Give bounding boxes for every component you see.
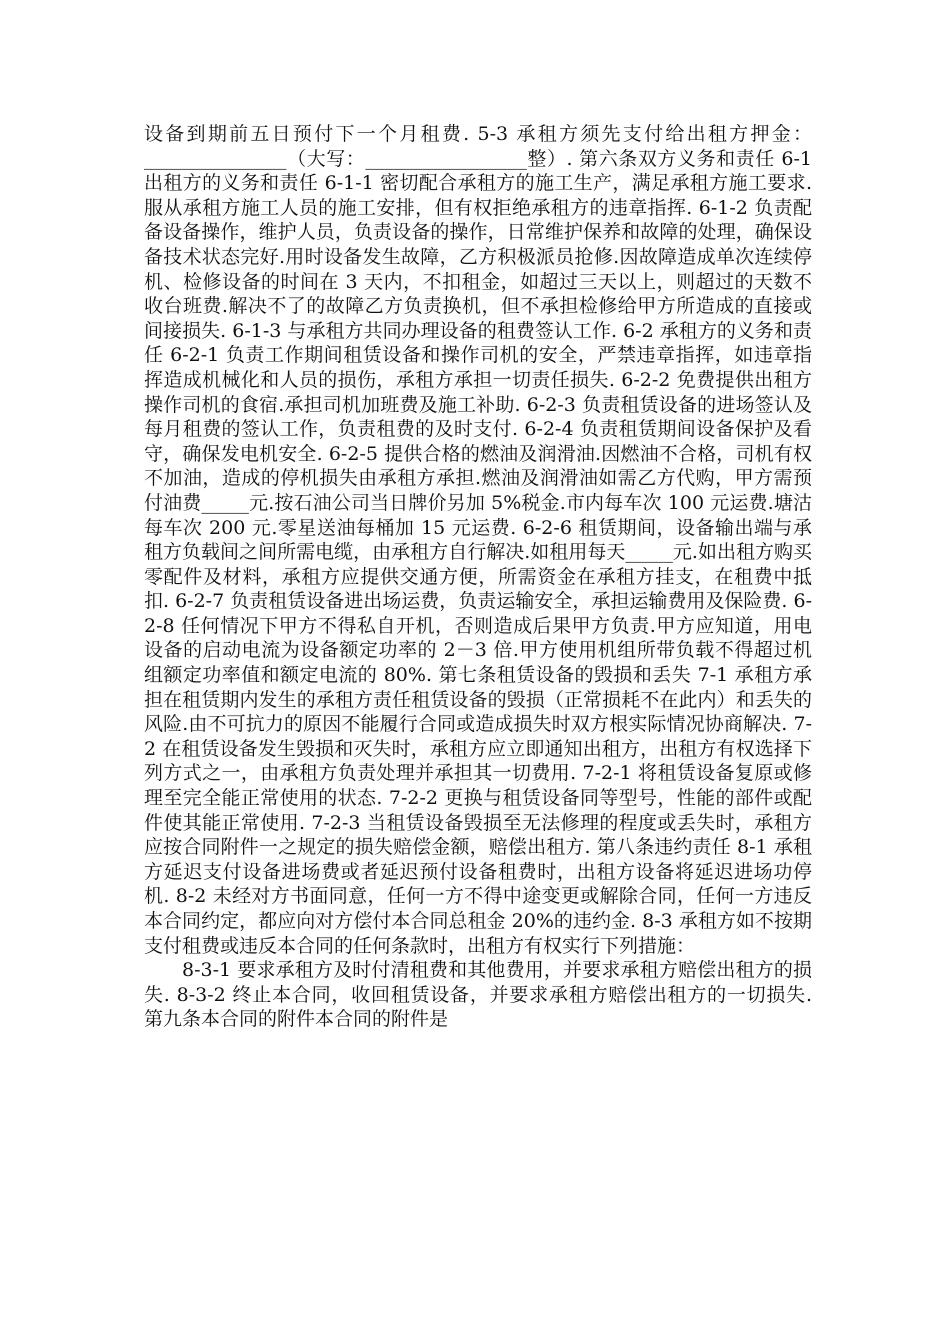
document-body <box>144 122 812 1032</box>
paragraph-remedies: 8-3-1 要求承租方及时付清租费和其他费用，并要求承租方赔偿出租方的损失. 8-3-2 终止本合同，收回租赁设备，并要求承租方赔偿出租方的一切损失. 第九条本合同的附件本合同的附件是 <box>144 959 812 1031</box>
paragraph-lease-obligations: 设备到期前五日预付下一个月租费. 5-3 承租方须先支付给出租方押金：_______________（大写：_________________整）. 第六条双方义务和责任 6-1 出租方的义务和责任 6-1-1 密切配合承租方的施工生产，满足承租方施工要求.服从承租方施工人员的施工安排，但有权拒绝承租方的违章指挥. 6-1-2 负责配备设备操作，维护人员，负责设备的操作，日常维护保养和故障的处理，确保设备技术状态完好.用时设备发生故障，乙方积极派员抢修.因故障造成单次连续停机、检修设备的时间在 3 天内，不扣租金，如超过三天以上，则超过的天数不收台班费.解决不了的故障乙方负责换机，但不承担检修给甲方所造成的直接或间接损失. 6-1-3 与承租方共同办理设备的租费签认工作. 6-2 承租方的义务和责任 6-2-1 负责工作期间租赁设备和操作司机的安全，严禁违章指挥，如违章指挥造成机械化和人员的损伤，承租方承担一切责任损失. 6-2-2 免费提供出租方操作司机的食宿.承担司机加班费及施工补助. 6-2-3 负责租赁设备的进场签认及每月租费的签认工作，负责租费的及时支付. 6-2-4 负责租赁期间设备保护及看守，确保发电机安全. 6-2-5 提供合格的燃油及润滑油.因燃油不合格，司机有权不加油，造成的停机损失由承租方承担.燃油及润滑油如需乙方代购，甲方需预付油费_____元.按石油公司当日牌价另加 5%税金.市内每车次 100 元运费.塘沽每车次 200 元.零星送油每桶加 15 元运费. 6-2-6 租赁期间，设备输出端与承租方负载间之间所需电缆，由承租方自行解决.如租用每天_____元.如出租方购买零配件及材料，承租方应提供交通方便，所需资金在承租方挂支，在租费中抵扣. 6-2-7 负责租赁设备进出场运费，负责运输安全，承担运输费用及保险费. 6-2-8 任何情况下甲方不得私自开机，否则造成后果甲方负责.甲方应知道，用电设备的启动电流为设备额定功率的 2－3 倍.甲方使用机组所带负载不得超过机组额定功率值和额定电流的 80%. 第七条租赁设备的毁损和丢失 7-1 承租方承担在租赁期内发生的承租方责任租赁设备的毁损（正常损耗不在此内）和丢失的风险.由不可抗力的原因不能履行合同或造成损失时双方根实际情况协商解决. 7-2 在租赁设备发生毁损和灭失时，承租方应立即通知出租方，出租方有权选择下列方式之一，由承租方负责处理并承担其一切费用. 7-2-1 将租赁设备复原或修理至完全能正常使用的状态. 7-2-2 更换与租赁设备同等型号，性能的部件或配件使其能正常使用. 7-2-3 当租赁设备毁损至无法修理的程度或丢失时，承租方应按合同附件一之规定的损失赔偿金额，赔偿出租方. 第八条违约责任 8-1 承租方延迟支付设备进场费或者延迟预付设备租费时，出租方设备将延迟进场功停机. 8-2 未经对方书面同意，任何一方不得中途变更或解除合同，任何一方违反本合同约定，都应向对方偿付本合同总租金 20%的违约金. 8-3 承租方如不按期支付租费或违反本合同的任何条款时，出租方有权实行下列措施： <box>144 123 812 957</box>
